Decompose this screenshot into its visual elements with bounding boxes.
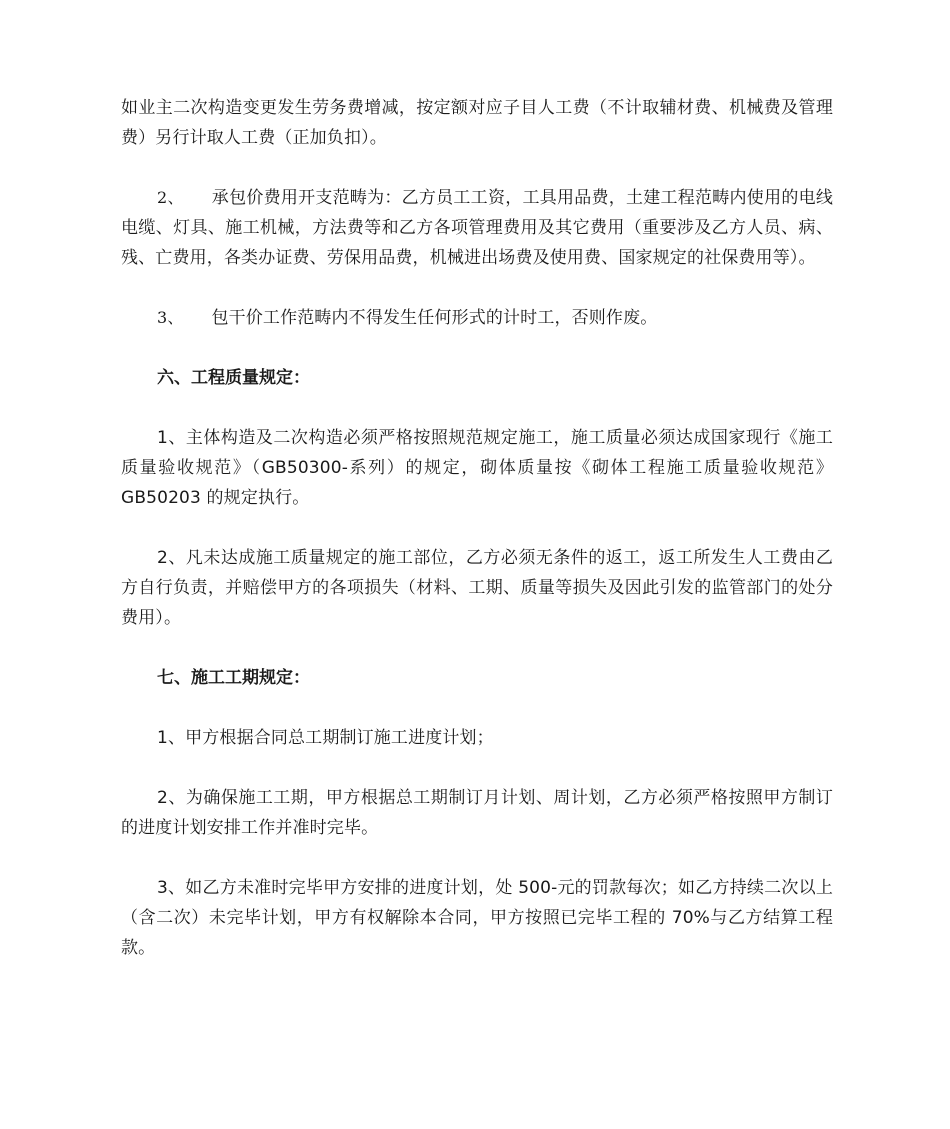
clause-3-text: 包干价工作范畴内不得发生任何形式的计时工，否则作废。 xyxy=(211,308,658,328)
clause-2-paragraph xyxy=(121,183,833,273)
quality-clause-2: 2、凡未达成施工质量规定的施工部位，乙方必须无条件的返工，返工所发生人工费由乙方自行负责，并赔偿甲方的各项损失（材料、工期、质量等损失及因此引发的监管部门的处分费用）。 xyxy=(121,548,833,628)
schedule-clause-1: 1、甲方根据合同总工期制订施工进度计划； xyxy=(157,728,494,748)
clause-2-text: 承包价费用开支范畴为：乙方员工工资，工具用品费，土建工程范畴内使用的电线电缆、灯具、施工机械，方法费等和乙方各项管理费用及其它费用（重要涉及乙方人员、病、残、亡费用，各类办证费、劳保用品费，机械进出场费及使用费、国家规定的社保费用等）。 xyxy=(121,188,833,268)
schedule-clause-3: 3、如乙方未准时完毕甲方安排的进度计划，处 500-元的罚款每次；如乙方持续二次以上（含二次）未完毕计划，甲方有权解除本合同，甲方按照已完毕工程的 70%与乙方结算工程款。 xyxy=(121,878,833,958)
section-7-heading: 七、施工工期规定： xyxy=(157,668,310,688)
document-body xyxy=(121,93,833,963)
schedule-clause-2: 2、为确保施工工期，甲方根据总工期制订月计划、周计划，乙方必须严格按照甲方制订的进度计划安排工作并准时完毕。 xyxy=(121,788,833,838)
quality-clause-1: 1、主体构造及二次构造必须严格按照规范规定施工，施工质量必须达成国家现行《施工质量验收规范》（GB50300-系列）的规定，砌体质量按《砌体工程施工质量验收规范》GB50203 的规定执行。 xyxy=(121,428,833,508)
clause-2-number: 2、 xyxy=(157,188,184,207)
section-6-heading: 六、工程质量规定： xyxy=(157,368,310,388)
clause-3-paragraph xyxy=(121,303,833,333)
intro-paragraph: 如业主二次构造变更发生劳务费增减，按定额对应子目人工费（不计取辅材费、机械费及管理费）另行计取人工费（正加负扣）。 xyxy=(121,98,833,148)
clause-3-number: 3、 xyxy=(157,308,184,327)
